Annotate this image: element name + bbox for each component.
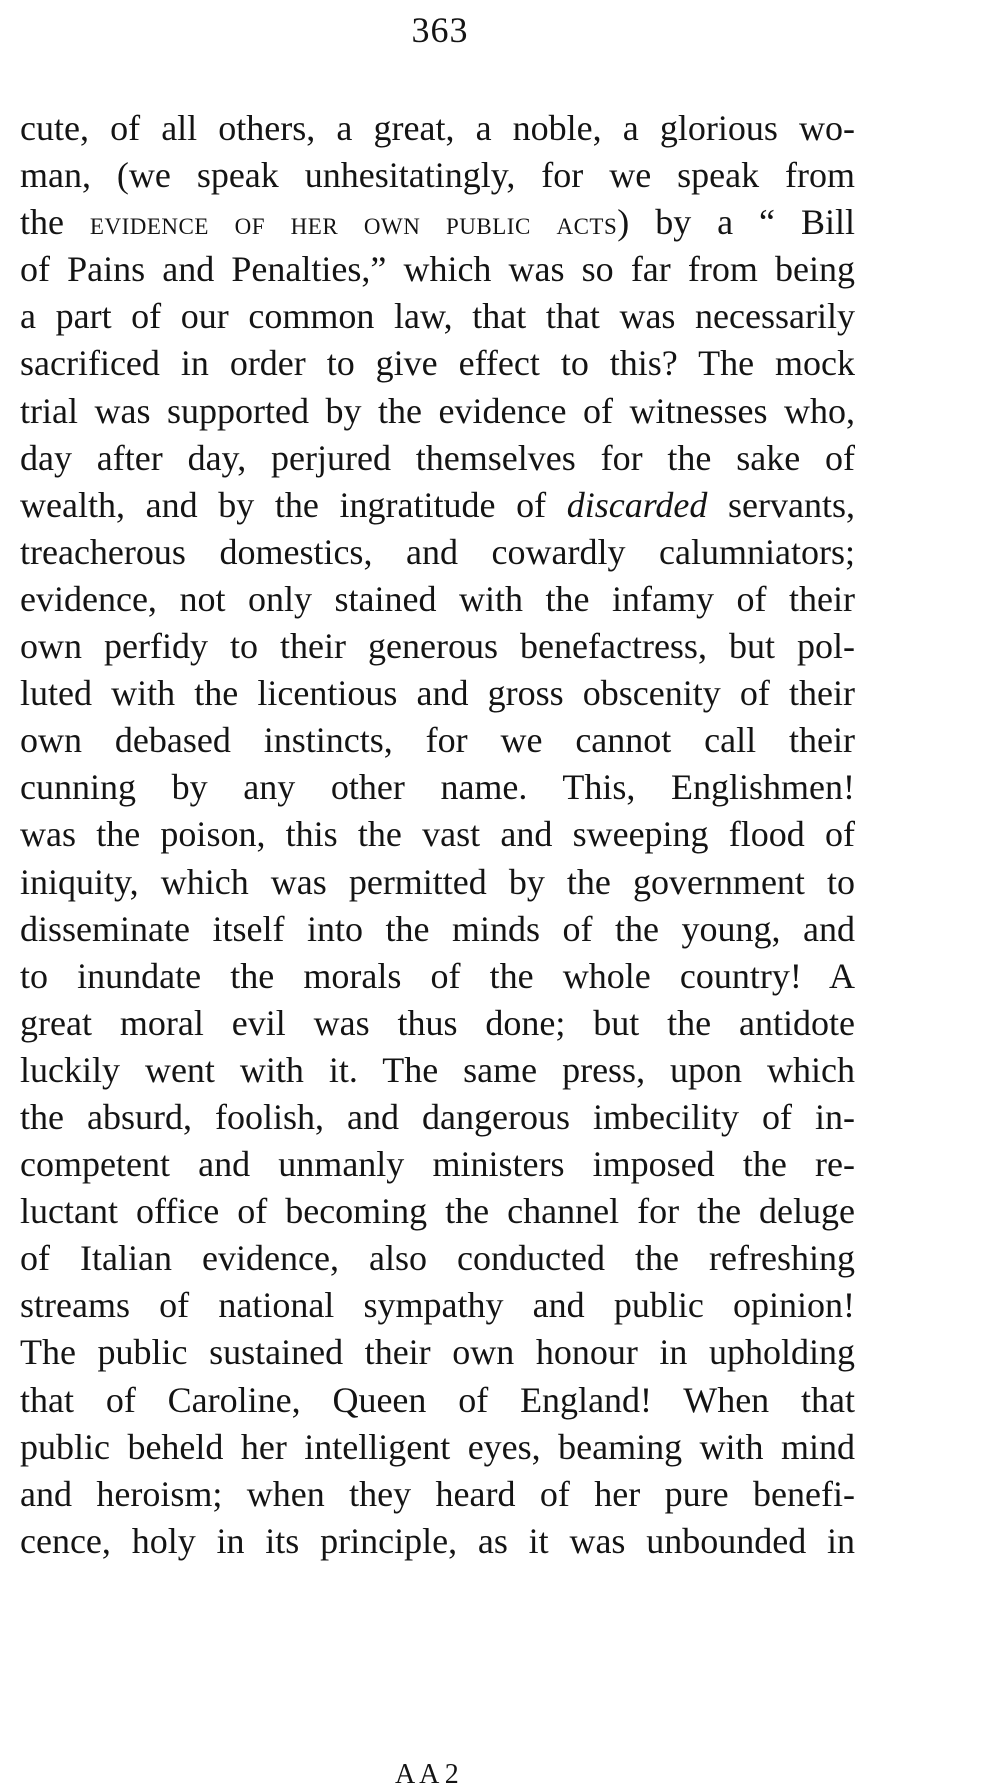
text-line: the absurd, foolish, and dangerous imbecility of in- xyxy=(20,1096,855,1137)
signature-mark: A A 2 xyxy=(395,1759,459,1790)
text-line: cence, holy in its principle, as it was unbounded in xyxy=(20,1520,855,1561)
text-line: of Pains and Penalties,” which was so far from being xyxy=(20,249,855,290)
text-line: streams of national sympathy and public opinion! xyxy=(20,1285,855,1326)
text-line: luted with the licentious and gross obscenity of their xyxy=(20,673,855,714)
text-run: servants, xyxy=(707,484,856,525)
text-run: wealth, and by the ingratitude of xyxy=(20,484,567,525)
text-run: ) by a “ Bill xyxy=(617,202,855,243)
text-line: man, (we speak unhesitatingly, for we speak from xyxy=(20,155,855,196)
text-line: own perfidy to their generous benefactress, but pol- xyxy=(20,626,855,667)
text-line: disseminate itself into the minds of the young, and xyxy=(20,908,855,949)
text-line: luctant office of becoming the channel for the deluge xyxy=(20,1191,855,1232)
text-line: great moral evil was thus done; but the antidote xyxy=(20,1002,855,1043)
text-line xyxy=(20,199,855,246)
text-line: The public sustained their own honour in upholding xyxy=(20,1332,855,1373)
text-line: and heroism; when they heard of her pure benefi- xyxy=(20,1473,855,1514)
text-line: treacherous domestics, and cowardly calumniators; xyxy=(20,531,855,572)
text-line: of Italian evidence, also conducted the refreshing xyxy=(20,1238,855,1279)
text-line: trial was supported by the evidence of witnesses who, xyxy=(20,390,855,431)
text-line: a part of our common law, that that was necessarily xyxy=(20,296,855,337)
text-line: was the poison, this the vast and sweeping flood of xyxy=(20,814,855,855)
body-text xyxy=(20,105,855,1565)
text-run: the xyxy=(20,202,90,243)
text-line: that of Caroline, Queen of England! When that xyxy=(20,1379,855,1420)
text-line: cute, of all others, a great, a noble, a glorious wo- xyxy=(20,108,855,148)
text-line xyxy=(20,482,855,529)
text-line: luckily went with it. The same press, upon which xyxy=(20,1049,855,1090)
text-line: cunning by any other name. This, Englishmen! xyxy=(20,767,855,808)
text-line: sacrificed in order to give effect to this? The mock xyxy=(20,343,855,384)
text-line: to inundate the morals of the whole country! A xyxy=(20,955,855,996)
page-number: 363 xyxy=(411,10,469,50)
text-line: iniquity, which was permitted by the government to xyxy=(20,861,855,902)
italic-word: discarded xyxy=(566,484,708,525)
text-line: evidence, not only stained with the infamy of their xyxy=(20,578,855,619)
text-line: competent and unmanly ministers imposed the re- xyxy=(20,1144,855,1185)
small-caps-phrase: evidence of her own public acts xyxy=(89,206,618,243)
text-line: own debased instincts, for we cannot call their xyxy=(20,720,855,761)
text-line: day after day, perjured themselves for the sake of xyxy=(20,437,855,478)
text-line: public beheld her intelligent eyes, beaming with mind xyxy=(20,1426,855,1467)
